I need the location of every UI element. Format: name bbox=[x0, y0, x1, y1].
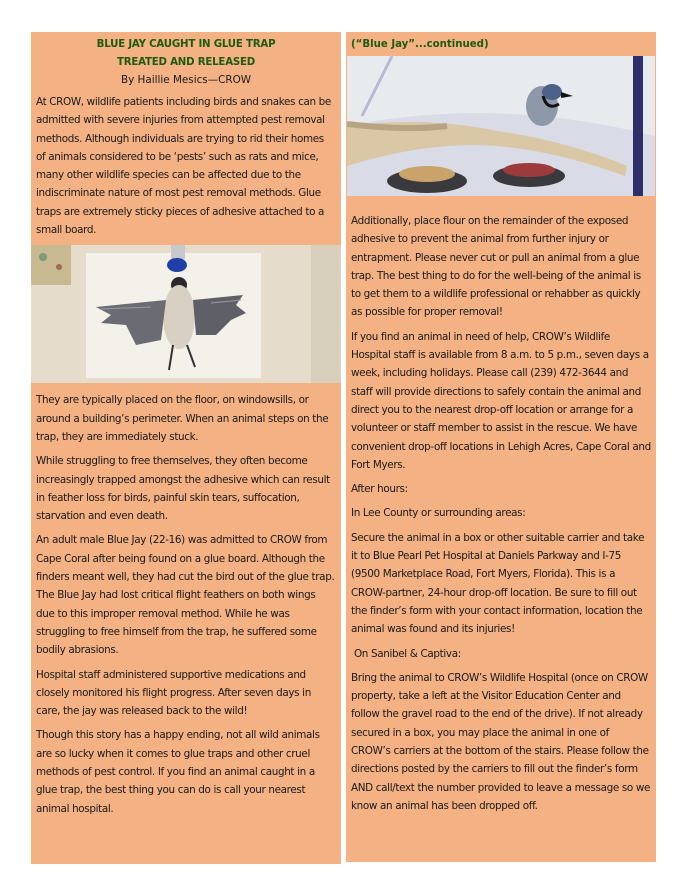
paragraph-flour-advice: Additionally, place flour on the remainder of the exposed adhesive to prevent the animal from further injury or entrapment. Please never cut or pull an animal from a glue trap. The best thing to do for the well-being of the animal is to get them to a wildlife professional or rehabber as quickly as possible for proper removal! bbox=[351, 215, 641, 319]
paragraph-crow-dropoff: Bring the animal to CROW’s Wildlife Hospital (once on CROW property, take a left at the Visitor Education Center and follow the gravel road to the end of the drive). If not already secured in a box, you may place the animal in one of CROW’s carriers at the bottom of the stairs. Please follow the directions posted by the carriers to fill out the finder’s form AND call/text the number provided to leave a message so we know an animal has been dropped off. bbox=[351, 671, 651, 812]
paragraph-lee-county-heading: In Lee County or surrounding areas: bbox=[351, 507, 526, 520]
article-left-column bbox=[31, 32, 341, 864]
photo-blue-jay-glue-trap bbox=[31, 245, 341, 383]
paragraph-treatment: Hospital staff administered supportive medications and closely monitored his flight progress. After seven days in care, the jay was released back to the wild! bbox=[36, 668, 311, 718]
paragraph-contact-hours: If you find an animal in need of help, CROW’s Wildlife Hospital staff is available from 8 a.m. to 5 p.m., seven days a week, including holidays. Please call (239) 472-3644 and staff will provide directions to safely contain the animal and direct you to the nearest drop-off location or arrange for a volunteer or staff member to assist in the rescue. We have convenient drop-off locations in Lehigh Acres, Cape Coral and Fort Myers. bbox=[351, 330, 651, 471]
paragraph-admission: An adult male Blue Jay (22-16) was admitted to CROW from Cape Coral after being found on a glue board. Although the finders meant well, they had cut the bird out of the glue trap. The Blue Jay had lost critical flight feathers on both wings due to this improper removal method. While he was struggling to free himself from the trap, he suffered some bodily abrasions. bbox=[36, 534, 335, 657]
photo-blue-jay-enclosure bbox=[347, 56, 655, 196]
paragraph-after-hours-heading: After hours: bbox=[351, 483, 408, 496]
paragraph-blue-pearl: Secure the animal in a box or other suitable carrier and take it to Blue Pearl Pet Hospital at Daniels Parkway and I-75 (9500 Marketplace Road, Fort Myers, Florida). This is a CROW-partner, 24-hour drop-off location. Be sure to fill out the finder’s form with your contact information, location the animal was found and its injuries! bbox=[351, 531, 645, 636]
paragraph-happy-ending: Though this story has a happy ending, not all wild animals are so lucky when it comes to glue traps and other cruel methods of pest control. If you find an animal caught in a glue trap, the best thing you can do is call your nearest animal hospital. bbox=[36, 729, 320, 815]
article-byline: By Haillie Mesics—CROW bbox=[120, 74, 252, 86]
paragraph-sanibel-heading: On Sanibel & Captiva: bbox=[351, 647, 461, 660]
paragraph-intro: At CROW, wildlife patients including birds and snakes can be admitted with severe injuries from attempted pest removal methods. Although individuals are trying to rid their homes of animals considered to be ‘pests’ such as rats and mice, many other wildlife species can be affected due to the indiscriminate nature of most pest removal methods. Glue traps are extremely sticky pieces of adhesive attached to a small board. bbox=[36, 96, 331, 237]
blue-jay-enclosure-image bbox=[347, 56, 655, 196]
paragraph-trap-placement: They are typically placed on the floor, on windowsills, or around a building’s perimeter. When an animal steps on the trap, they are immediately stuck. bbox=[36, 394, 329, 443]
blue-jay-glue-trap-image bbox=[31, 245, 341, 383]
article-title-line1: BLUE JAY CAUGHT IN GLUE TRAP bbox=[96, 39, 276, 50]
paragraph-struggling: While struggling to free themselves, they often become increasingly trapped amongst the adhesive which can result in feather loss for birds, painful skin tears, suffocation, starvation and even death. bbox=[36, 455, 330, 523]
article-right-column bbox=[346, 32, 656, 862]
article-title-line2: TREATED AND RELEASED bbox=[116, 57, 256, 68]
continued-label: (“Blue Jay”...continued) bbox=[351, 39, 489, 50]
